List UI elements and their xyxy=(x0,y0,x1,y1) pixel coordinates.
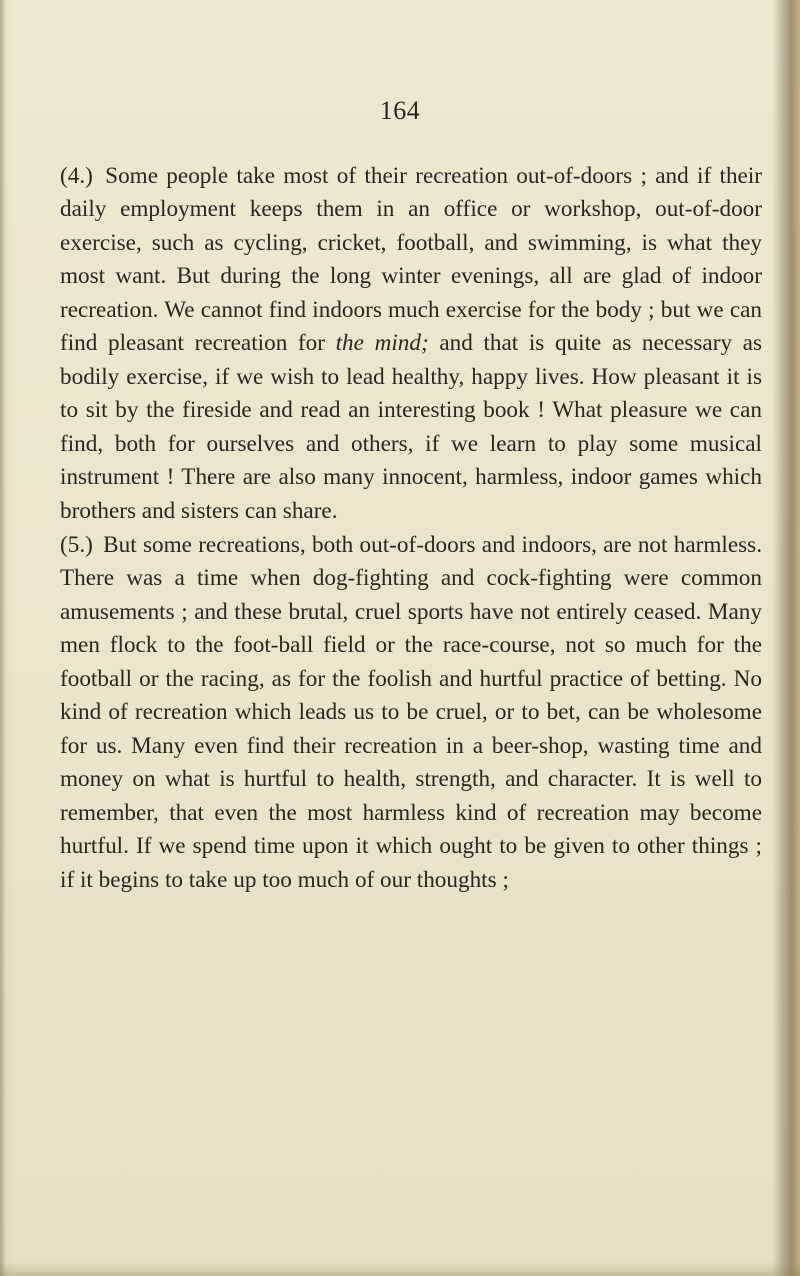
emphasized-text: the mind; xyxy=(335,330,429,357)
paragraph-5 xyxy=(60,529,762,897)
paragraph-number: (4.) xyxy=(60,163,93,189)
page-bottom-edge xyxy=(0,1262,800,1276)
page-number: 164 xyxy=(379,96,421,125)
paragraph-text: But some recreations, both out-of-doors and indoors, are not harmless. There was a time when dog-fighting and cock-fighting were common amusements ; and these brutal, cruel sports have not entirely ceased. Many men flock to the foot-ball field or the race-course, not so much for the football or the racing, as for the foolish and hurtful practice of betting. No kind of recreation which leads us to be cruel, or to bet, can be wholesome for us. Many even find their recreation in a beer-shop, wasting time and money on what is hurtful to health, strength, and character. It is well to remember, that even the most harmless kind of recreation may become hurtful. If we spend time upon it which ought to be given to other things ; if it begins to take up too much of our thoughts ; xyxy=(60,531,762,893)
paragraph-number: (5.) xyxy=(60,531,93,558)
page-left-edge xyxy=(0,0,6,1276)
paragraph-4 xyxy=(60,160,762,528)
paragraph-text: and that is quite as necessary as bodily exercise, if we wish to lead healthy, happy lives. How pleasant it is to sit by the fireside and read an interesting book ! What pleasure we can find, both for ourselves and others, if we learn to play some musical instrument ! There are also many innocent, harmless, indoor games which brothers and sisters can share. xyxy=(60,330,762,524)
paragraph-text: Some people take most of their recreation out-of-doors ; and if their daily employment keeps them in an office or workshop, out-of-door exercise, such as cycling, cricket, football, and swimming, is what they most want. But during the long winter evenings, all are glad of indoor recreation. We cannot find indoors much exercise for the body ; but we can find pleasant recreation for xyxy=(60,163,763,357)
page-spine-shadow xyxy=(772,0,800,1276)
body-text xyxy=(60,160,762,897)
